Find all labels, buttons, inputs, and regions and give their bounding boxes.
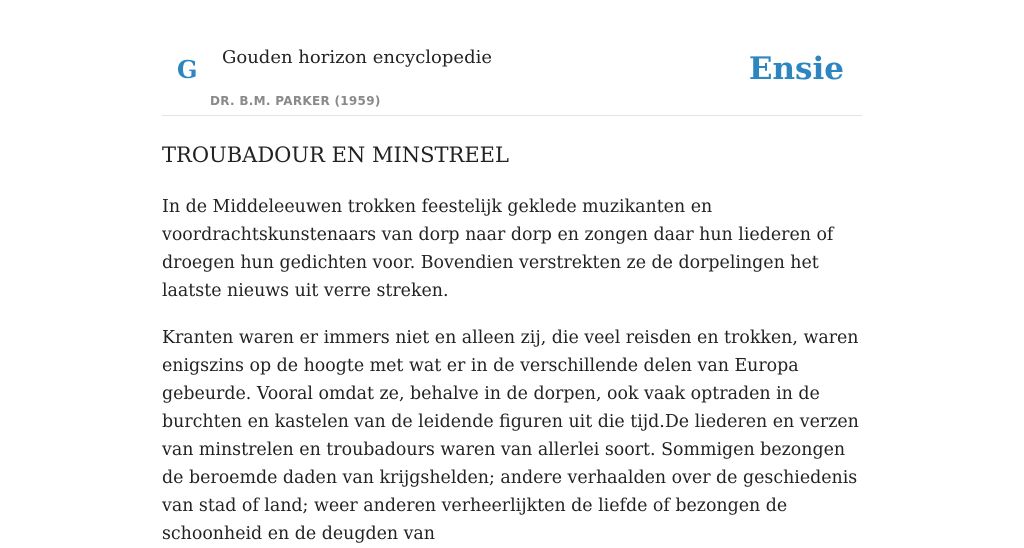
header xyxy=(162,0,862,116)
article-paragraph: In de Middeleeuwen trokken feestelijk geklede muzikanten en voordrachtskunstenaars van dorp naar dorp en zongen daar hun liederen of droegen hun gedichten voor. Bovendien verstrekten ze de dorpelingen het laatste nieuws uit verre streken. xyxy=(162,197,834,301)
ensie-logo-link[interactable]: Ensie xyxy=(748,51,844,87)
author-label: DR. B.M. PARKER (1959) xyxy=(210,94,381,108)
article-title: TROUBADOUR EN MINSTREEL xyxy=(162,143,509,167)
article-paragraph: Kranten waren er immers niet en alleen zij, die veel reisden en trokken, waren enigszins op de hoogte met wat er in de verschillende delen van Europa gebeurde. Vooral omdat ze, behalve in de dorpen, ook vaak optraden in de burchten en kastelen van de leidende figuren uit die tijd.De liederen en verzen van minstrelen en troubadours waren van allerlei soort. Sommigen bezongen de beroemde daden van krijgshelden; andere verhaalden over de geschiedenis van stad of land; weer anderen verheerlijkten de liefde of bezongen de schoonheid en de deugden van xyxy=(162,328,859,544)
book-logo-link[interactable]: G xyxy=(177,55,198,84)
book-title[interactable]: Gouden horizon encyclopedie xyxy=(222,47,492,68)
article xyxy=(162,138,862,548)
